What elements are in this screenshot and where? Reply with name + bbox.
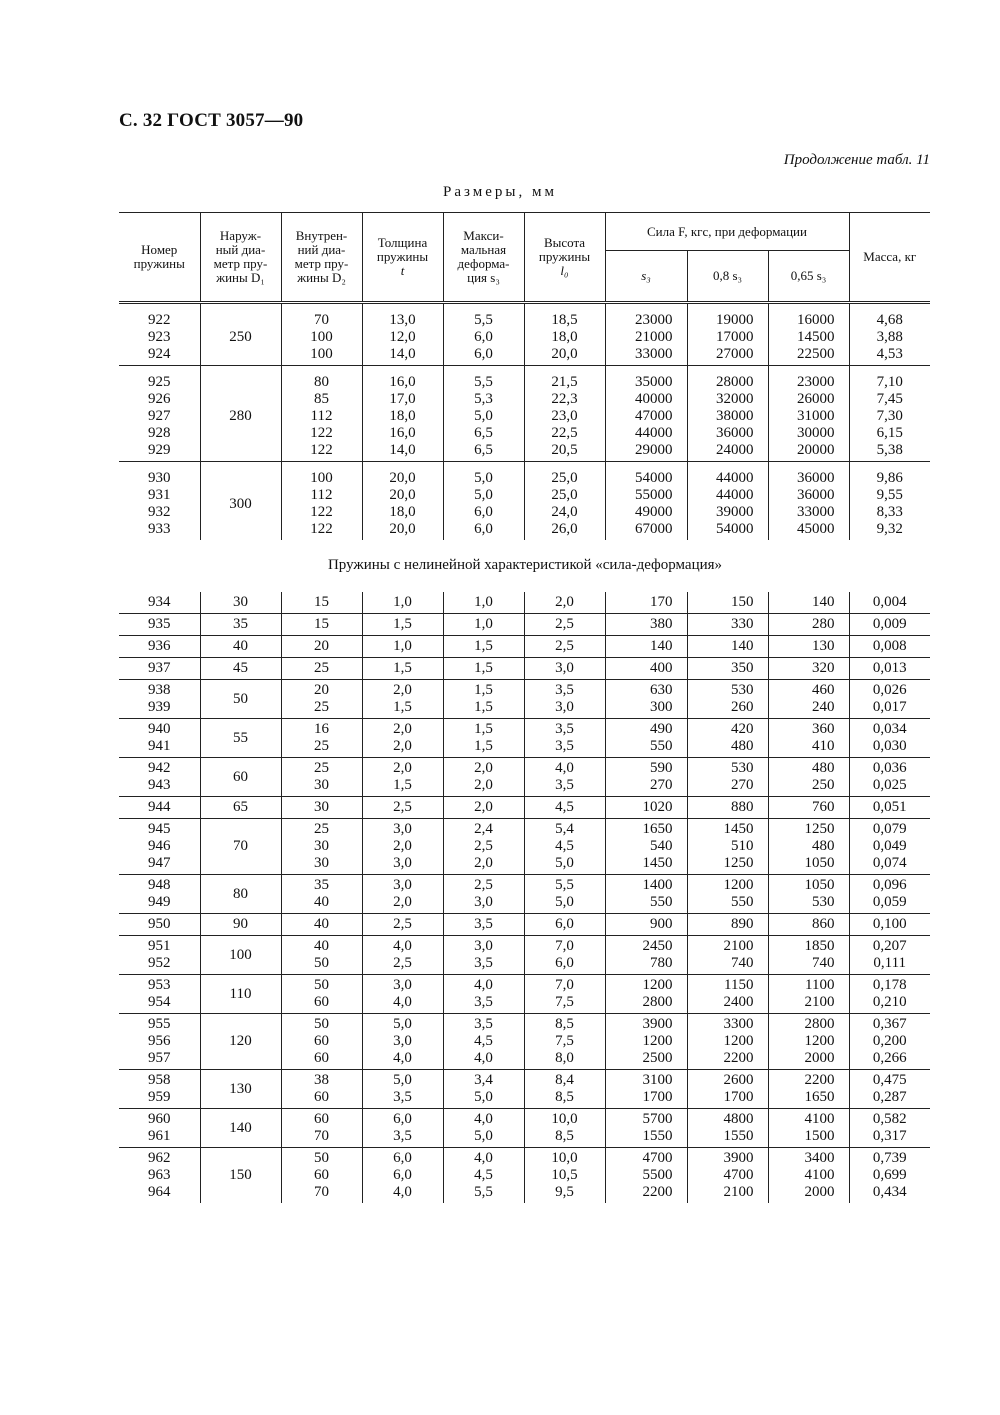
cell-outer-diameter: 40 (200, 636, 281, 658)
table-row (119, 1109, 930, 1148)
cell-outer-diameter: 30 (200, 592, 281, 614)
cell-spring-number: 942 943 (119, 758, 200, 797)
cell-outer-diameter: 35 (200, 614, 281, 636)
cell-force-08: 890 (687, 914, 768, 936)
cell-height: 7,0 6,0 (524, 936, 605, 975)
cell-force-08: 44000 44000 39000 54000 (687, 462, 768, 541)
cell-mass: 0,100 (849, 914, 930, 936)
cell-force-065: 480 250 (768, 758, 849, 797)
cell-thickness: 3,0 4,0 (362, 975, 443, 1014)
cell-force-065: 23000 26000 31000 30000 20000 (768, 366, 849, 462)
cell-force-065: 2200 1650 (768, 1070, 849, 1109)
table-row (119, 936, 930, 975)
cell-force-065: 130 (768, 636, 849, 658)
cell-mass: 0,013 (849, 658, 930, 680)
cell-force-s3: 380 (605, 614, 687, 636)
table-row (119, 1148, 930, 1204)
cell-force-08: 3300 1200 2200 (687, 1014, 768, 1070)
cell-outer-diameter: 50 (200, 680, 281, 719)
cell-spring-number: 938 939 (119, 680, 200, 719)
col-header-mass: Масса, кг (849, 213, 930, 303)
cell-force-s3: 1650 540 1450 (605, 819, 687, 875)
cell-force-s3: 1020 (605, 797, 687, 819)
cell-force-08: 4800 1550 (687, 1109, 768, 1148)
cell-mass: 0,096 0,059 (849, 875, 930, 914)
cell-height: 10,0 8,5 (524, 1109, 605, 1148)
cell-spring-number: 953 954 (119, 975, 200, 1014)
cell-mass: 4,68 3,88 4,53 (849, 303, 930, 366)
cell-height: 6,0 (524, 914, 605, 936)
cell-force-s3: 1400 550 (605, 875, 687, 914)
table-continuation-label: Продолжение табл. 11 (783, 152, 930, 168)
cell-force-08: 880 (687, 797, 768, 819)
cell-spring-number: 930 931 932 933 (119, 462, 200, 541)
cell-height: 18,5 18,0 20,0 (524, 303, 605, 366)
cell-outer-diameter: 55 (200, 719, 281, 758)
table-row (119, 797, 930, 819)
cell-height: 10,0 10,5 9,5 (524, 1148, 605, 1204)
cell-inner-diameter: 80 85 112 122 122 (281, 366, 362, 462)
springs-table-bottom-body (119, 592, 930, 1203)
cell-thickness: 5,0 3,0 4,0 (362, 1014, 443, 1070)
cell-spring-number: 940 941 (119, 719, 200, 758)
cell-height: 25,0 25,0 24,0 26,0 (524, 462, 605, 541)
cell-outer-diameter: 65 (200, 797, 281, 819)
cell-outer-diameter: 140 (200, 1109, 281, 1148)
col-header-number: Номер пружины (119, 213, 200, 303)
cell-outer-diameter: 100 (200, 936, 281, 975)
cell-spring-number: 937 (119, 658, 200, 680)
cell-mass: 0,582 0,317 (849, 1109, 930, 1148)
table-row (119, 658, 930, 680)
cell-force-s3: 490 550 (605, 719, 687, 758)
page-header: С. 32 ГОСТ 3057—90 (119, 110, 304, 131)
col-header-force-065: 0,65 s₃ (768, 251, 849, 303)
cell-spring-number: 925 926 927 928 929 (119, 366, 200, 462)
cell-outer-diameter: 130 (200, 1070, 281, 1109)
cell-force-s3: 23000 21000 33000 (605, 303, 687, 366)
table-row (119, 366, 930, 462)
cell-thickness: 1,5 (362, 658, 443, 680)
cell-force-065: 280 (768, 614, 849, 636)
cell-mass: 0,009 (849, 614, 930, 636)
cell-mass: 0,004 (849, 592, 930, 614)
cell-inner-diameter: 25 30 30 (281, 819, 362, 875)
col-header-force-08: 0,8 s₃ (687, 251, 768, 303)
cell-spring-number: 950 (119, 914, 200, 936)
cell-mass: 0,367 0,200 0,266 (849, 1014, 930, 1070)
cell-max-deformation: 2,4 2,5 2,0 (443, 819, 524, 875)
cell-spring-number: 936 (119, 636, 200, 658)
cell-thickness: 3,0 2,0 3,0 (362, 819, 443, 875)
cell-inner-diameter: 70 100 100 (281, 303, 362, 366)
cell-force-065: 16000 14500 22500 (768, 303, 849, 366)
cell-outer-diameter: 150 (200, 1148, 281, 1204)
cell-thickness: 2,0 1,5 (362, 680, 443, 719)
cell-spring-number: 960 961 (119, 1109, 200, 1148)
cell-spring-number: 934 (148, 594, 171, 610)
col-header-inner-diameter: Внутрен- ний диа- метр пру- жины D₂ (281, 213, 362, 303)
cell-inner-diameter: 15 (281, 614, 362, 636)
cell-force-065: 140 (768, 592, 849, 614)
cell-max-deformation: 3,0 3,5 (443, 936, 524, 975)
cell-height: 8,5 7,5 8,0 (524, 1014, 605, 1070)
cell-inner-diameter: 50 60 70 (281, 1148, 362, 1204)
cell-height: 2,5 (524, 614, 605, 636)
cell-height: 2,5 (524, 636, 605, 658)
table-row (119, 636, 930, 658)
cell-spring-number: 944 (119, 797, 200, 819)
cell-inner-diameter: 50 60 60 (281, 1014, 362, 1070)
cell-height: 3,0 (524, 658, 605, 680)
cell-force-08: 19000 17000 27000 (687, 303, 768, 366)
col-header-height: Высота пружины l₀ (524, 213, 605, 303)
cell-max-deformation: 1,5 1,5 (443, 719, 524, 758)
cell-max-deformation: 5,0 5,0 6,0 6,0 (443, 462, 524, 541)
cell-force-08: 420 480 (687, 719, 768, 758)
cell-max-deformation: 2,0 2,0 (443, 758, 524, 797)
cell-mass: 0,008 (849, 636, 930, 658)
cell-thickness: 13,0 12,0 14,0 (362, 303, 443, 366)
cell-force-065: 1850 740 (768, 936, 849, 975)
cell-max-deformation: 1,5 1,5 (443, 680, 524, 719)
cell-force-065: 860 (768, 914, 849, 936)
cell-mass: 0,036 0,025 (849, 758, 930, 797)
cell-outer-diameter: 80 (200, 875, 281, 914)
cell-mass: 0,079 0,049 0,074 (849, 819, 930, 875)
cell-inner-diameter: 40 (281, 914, 362, 936)
cell-force-08: 150 (687, 592, 768, 614)
cell-thickness: 2,5 (362, 914, 443, 936)
cell-outer-diameter: 70 (200, 819, 281, 875)
cell-inner-diameter: 40 50 (281, 936, 362, 975)
cell-force-08: 330 (687, 614, 768, 636)
cell-force-s3: 2450 780 (605, 936, 687, 975)
cell-force-065: 760 (768, 797, 849, 819)
cell-height: 3,5 3,5 (524, 719, 605, 758)
cell-force-065: 320 (768, 658, 849, 680)
cell-max-deformation: 1,5 (443, 658, 524, 680)
cell-max-deformation: 3,4 5,0 (443, 1070, 524, 1109)
cell-force-s3: 5700 1550 (605, 1109, 687, 1148)
cell-force-065: 1250 480 1050 (768, 819, 849, 875)
cell-thickness: 20,0 20,0 18,0 20,0 (362, 462, 443, 541)
table-row (119, 614, 930, 636)
cell-inner-diameter: 50 60 (281, 975, 362, 1014)
cell-force-08: 2100 740 (687, 936, 768, 975)
cell-mass: 0,475 0,287 (849, 1070, 930, 1109)
cell-outer-diameter: 280 (200, 366, 281, 462)
cell-force-s3: 54000 55000 49000 67000 (605, 462, 687, 541)
cell-thickness: 16,0 17,0 18,0 16,0 14,0 (362, 366, 443, 462)
cell-spring-number: 935 (119, 614, 200, 636)
cell-inner-diameter: 60 70 (281, 1109, 362, 1148)
table-row (119, 719, 930, 758)
cell-force-065: 36000 36000 33000 45000 (768, 462, 849, 541)
dimensions-caption: Размеры, мм (443, 184, 557, 200)
cell-spring-number: 945 946 947 (119, 819, 200, 875)
cell-inner-diameter: 30 (281, 797, 362, 819)
col-header-thickness: Толщина пружины t (362, 213, 443, 303)
cell-mass: 0,178 0,210 (849, 975, 930, 1014)
cell-force-08: 28000 32000 38000 36000 24000 (687, 366, 768, 462)
cell-mass: 0,207 0,111 (849, 936, 930, 975)
cell-outer-diameter: 120 (200, 1014, 281, 1070)
table-row (119, 819, 930, 875)
cell-force-08: 140 (687, 636, 768, 658)
cell-height: 2,0 (524, 592, 605, 614)
cell-spring-number: 951 952 (119, 936, 200, 975)
cell-force-s3: 590 270 (605, 758, 687, 797)
cell-force-065: 2800 1200 2000 (768, 1014, 849, 1070)
springs-table-top (119, 212, 930, 540)
cell-force-065: 3400 4100 2000 (768, 1148, 849, 1204)
cell-force-s3: 630 300 (605, 680, 687, 719)
table-row (119, 680, 930, 719)
nonlinear-springs-caption: Пружины с нелинейной характеристикой «сила-деформация» (327, 557, 723, 573)
springs-table-top-body (119, 303, 930, 541)
cell-max-deformation: 5,5 6,0 6,0 (443, 303, 524, 366)
cell-max-deformation: 4,0 3,5 (443, 975, 524, 1014)
cell-thickness: 4,0 2,5 (362, 936, 443, 975)
cell-outer-diameter: 300 (200, 462, 281, 541)
springs-table-bottom (119, 592, 930, 1203)
cell-max-deformation: 4,0 4,5 5,5 (443, 1148, 524, 1204)
cell-inner-diameter: 16 25 (281, 719, 362, 758)
cell-height: 21,5 22,3 23,0 22,5 20,5 (524, 366, 605, 462)
cell-thickness: 1,0 (362, 592, 443, 614)
cell-thickness: 1,5 (362, 614, 443, 636)
table-row (119, 1070, 930, 1109)
cell-thickness: 5,0 3,5 (362, 1070, 443, 1109)
cell-force-065: 460 240 (768, 680, 849, 719)
cell-max-deformation: 1,0 (443, 614, 524, 636)
cell-force-s3: 3900 1200 2500 (605, 1014, 687, 1070)
cell-height: 4,0 3,5 (524, 758, 605, 797)
cell-force-08: 2600 1700 (687, 1070, 768, 1109)
cell-inner-diameter: 20 (281, 636, 362, 658)
cell-thickness: 3,0 2,0 (362, 875, 443, 914)
cell-force-s3: 140 (605, 636, 687, 658)
cell-spring-number: 922 923 924 (148, 312, 171, 362)
cell-max-deformation: 3,5 (443, 914, 524, 936)
table-row (119, 875, 930, 914)
cell-force-08: 530 270 (687, 758, 768, 797)
cell-force-08: 1150 2400 (687, 975, 768, 1014)
cell-force-065: 1050 530 (768, 875, 849, 914)
cell-force-065: 4100 1500 (768, 1109, 849, 1148)
cell-spring-number: 962 963 964 (119, 1148, 200, 1204)
cell-force-08: 1450 510 1250 (687, 819, 768, 875)
cell-thickness: 2,0 1,5 (362, 758, 443, 797)
cell-thickness: 6,0 6,0 4,0 (362, 1148, 443, 1204)
cell-force-08: 350 (687, 658, 768, 680)
cell-inner-diameter: 15 (281, 592, 362, 614)
cell-thickness: 1,0 (362, 636, 443, 658)
cell-max-deformation: 1,5 (443, 636, 524, 658)
cell-max-deformation: 2,0 (443, 797, 524, 819)
cell-mass: 0,051 (849, 797, 930, 819)
cell-force-065: 360 410 (768, 719, 849, 758)
cell-force-s3: 170 (605, 592, 687, 614)
cell-force-08: 530 260 (687, 680, 768, 719)
cell-inner-diameter: 20 25 (281, 680, 362, 719)
cell-force-08: 1200 550 (687, 875, 768, 914)
cell-outer-diameter: 250 (200, 303, 281, 366)
table-row (119, 1014, 930, 1070)
cell-outer-diameter: 45 (200, 658, 281, 680)
col-header-force-s3: s₃ (605, 251, 687, 303)
cell-inner-diameter: 38 60 (281, 1070, 362, 1109)
cell-mass: 0,739 0,699 0,434 (849, 1148, 930, 1204)
table-row (119, 303, 930, 366)
cell-force-s3: 3100 1700 (605, 1070, 687, 1109)
cell-force-s3: 1200 2800 (605, 975, 687, 1014)
cell-inner-diameter: 25 (281, 658, 362, 680)
cell-max-deformation: 2,5 3,0 (443, 875, 524, 914)
cell-mass: 9,86 9,55 8,33 9,32 (849, 462, 930, 541)
table-row (119, 914, 930, 936)
cell-inner-diameter: 100 112 122 122 (281, 462, 362, 541)
cell-force-s3: 900 (605, 914, 687, 936)
col-header-outer-diameter: Наруж- ный диа- метр пру- жины D₁ (200, 213, 281, 303)
cell-height: 5,5 5,0 (524, 875, 605, 914)
cell-height: 8,4 8,5 (524, 1070, 605, 1109)
cell-mass: 0,034 0,030 (849, 719, 930, 758)
cell-thickness: 2,5 (362, 797, 443, 819)
cell-spring-number: 948 949 (119, 875, 200, 914)
cell-max-deformation: 1,0 (443, 592, 524, 614)
cell-height: 7,0 7,5 (524, 975, 605, 1014)
cell-height: 3,5 3,0 (524, 680, 605, 719)
table-row (119, 758, 930, 797)
cell-spring-number: 955 956 957 (119, 1014, 200, 1070)
cell-mass: 7,10 7,45 7,30 6,15 5,38 (849, 366, 930, 462)
cell-max-deformation: 3,5 4,5 4,0 (443, 1014, 524, 1070)
col-header-max-deformation: Макси- мальная деформа- ция s₃ (443, 213, 524, 303)
cell-force-065: 1100 2100 (768, 975, 849, 1014)
cell-outer-diameter: 90 (200, 914, 281, 936)
table-row (119, 975, 930, 1014)
cell-mass: 0,026 0,017 (849, 680, 930, 719)
cell-outer-diameter: 110 (200, 975, 281, 1014)
cell-force-s3: 4700 5500 2200 (605, 1148, 687, 1204)
cell-thickness: 6,0 3,5 (362, 1109, 443, 1148)
table-row (119, 462, 930, 541)
col-header-force-group: Сила F, кгс, при деформации (605, 213, 849, 251)
cell-force-s3: 400 (605, 658, 687, 680)
cell-thickness: 2,0 2,0 (362, 719, 443, 758)
cell-inner-diameter: 25 30 (281, 758, 362, 797)
cell-force-08: 3900 4700 2100 (687, 1148, 768, 1204)
cell-spring-number: 958 959 (119, 1070, 200, 1109)
cell-outer-diameter: 60 (200, 758, 281, 797)
cell-force-s3: 35000 40000 47000 44000 29000 (605, 366, 687, 462)
cell-max-deformation: 4,0 5,0 (443, 1109, 524, 1148)
cell-inner-diameter: 35 40 (281, 875, 362, 914)
cell-max-deformation: 5,5 5,3 5,0 6,5 6,5 (443, 366, 524, 462)
cell-height: 4,5 (524, 797, 605, 819)
cell-height: 5,4 4,5 5,0 (524, 819, 605, 875)
table-row (119, 592, 930, 614)
